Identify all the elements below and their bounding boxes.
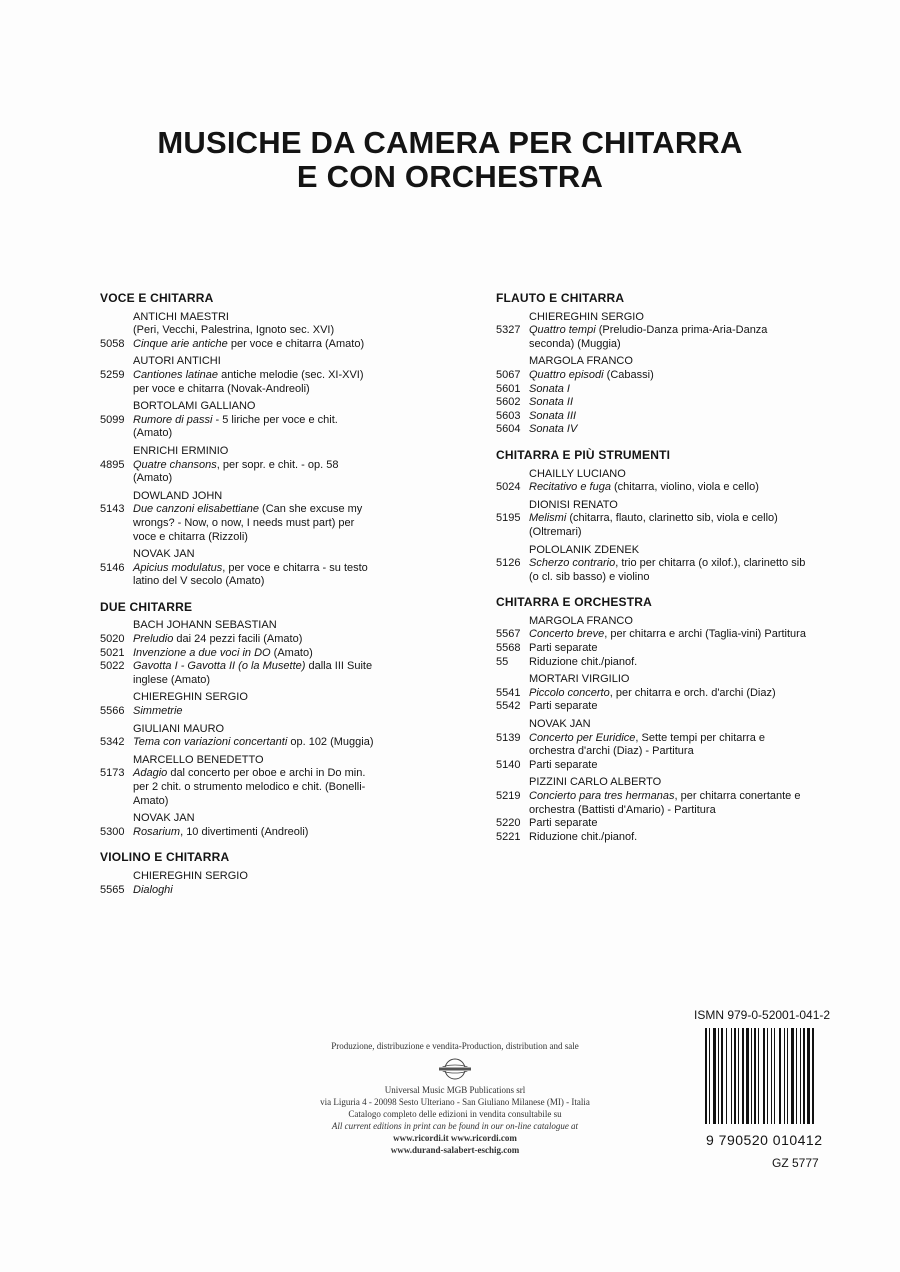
- catalog-code: GZ 5777: [772, 1156, 819, 1170]
- work-details: (Amato): [270, 646, 313, 659]
- work-title: Concierto para tres hermanas: [529, 790, 675, 802]
- catalog-entry: [100, 884, 375, 898]
- work-description: [529, 790, 806, 817]
- work-details: Parti separate: [529, 758, 598, 771]
- work-details: (Can she excuse my wrongs? - Now, o now, I needs must part) per voce e chitarra (Rizzoli): [133, 503, 363, 543]
- catalog-number: 5604: [496, 423, 521, 436]
- catalog-number: 55: [496, 655, 509, 668]
- work-title: Apicius modulatus: [133, 561, 223, 574]
- catalog-number: 5567: [496, 628, 521, 641]
- work-title: Concerto breve: [529, 628, 605, 641]
- work-title: Cinque arie antiche: [133, 337, 228, 350]
- catalog-entry: [496, 628, 806, 642]
- work-description: [529, 512, 806, 539]
- catalog-number: 5067: [496, 368, 521, 381]
- work-title: Quattro episodi: [529, 368, 604, 381]
- catalog-section: [100, 851, 375, 897]
- composer-name: CHIEREGHIN SERGIO: [133, 691, 248, 704]
- work-details: (chitarra, flauto, clarinetto sib, viola e cello) (Oltremari): [529, 512, 778, 538]
- section-heading: DUE CHITARRE: [100, 599, 193, 614]
- work-details: Riduzione chit./pianof.: [529, 830, 638, 843]
- work-title: Rosarium: [133, 825, 181, 838]
- page-title: [0, 126, 900, 194]
- work-description: [133, 826, 375, 840]
- work-details: antiche melodie (sec. XI-XVI) per voce e chitarra (Novak-Andreoli): [133, 368, 364, 395]
- catalog-entry: [496, 817, 806, 831]
- catalog-entry: [100, 736, 375, 750]
- catalog-entry: [496, 396, 806, 410]
- catalog-number: 5221: [496, 830, 521, 843]
- catalog-number: 5601: [496, 382, 521, 395]
- footer-address: via Liguria 4 - 20098 Sesto Ulteriano - San Giuliano Milanese (MI) - Italia: [320, 1097, 590, 1107]
- composer-name: DIONISI RENATO: [529, 498, 618, 511]
- work-details: , per chitarra e archi (Taglia-vini) Partitura: [604, 628, 806, 641]
- catalog-number: 5195: [496, 512, 521, 525]
- work-title: Scherzo contrario: [529, 557, 616, 570]
- catalog-section: [496, 449, 806, 584]
- work-details: , Sette tempi per chitarra e orchestra d'archi (Diaz) - Partitura: [529, 731, 766, 758]
- work-title: Due canzoni elisabettiane: [133, 503, 259, 516]
- catalog-entry: [100, 647, 375, 661]
- work-details: Riduzione chit./pianof.: [529, 655, 638, 668]
- composer-note: (Peri, Vecchi, Palestrina, Ignoto sec. XVI): [133, 324, 335, 337]
- catalog-number: 5139: [496, 731, 521, 744]
- work-description: [529, 383, 806, 397]
- work-title: Tema con variazioni concertanti: [133, 736, 288, 749]
- catalog-number: 5219: [496, 790, 521, 802]
- work-details: (Cabassi): [603, 368, 654, 381]
- work-description: [529, 557, 806, 584]
- catalog-entry: [100, 338, 375, 352]
- catalog-number: 5173: [100, 767, 125, 780]
- composer-name: CHAILLY LUCIANO: [529, 467, 626, 480]
- work-title: Recitativo e fuga: [529, 481, 611, 494]
- work-description: [529, 732, 806, 759]
- catalog-entry: [496, 790, 806, 817]
- catalog-number: 5058: [100, 337, 125, 350]
- catalog-entry: [496, 687, 806, 701]
- right-column: [496, 292, 806, 856]
- composer-name: GIULIANI MAURO: [133, 722, 225, 735]
- work-details: Parti separate: [529, 700, 598, 713]
- catalog-entry: [496, 759, 806, 773]
- composer-name: PIZZINI CARLO ALBERTO: [529, 776, 662, 789]
- catalog-number: 5220: [496, 817, 521, 830]
- left-column: [100, 292, 375, 909]
- catalog-number: 5020: [100, 633, 125, 646]
- work-description: [133, 633, 375, 647]
- composer-name: AUTORI ANTICHI: [133, 355, 221, 368]
- catalog-section: [496, 292, 806, 437]
- barcode-icon: [704, 1028, 838, 1124]
- catalog-number: 5300: [100, 825, 125, 838]
- catalog-entry: [496, 369, 806, 383]
- composer-name: NOVAK JAN: [529, 718, 591, 731]
- work-description: [529, 396, 806, 410]
- work-description: [529, 410, 806, 424]
- work-details: , per sopr. e chit. - op. 58 (Amato): [133, 458, 339, 485]
- work-details: dai 24 pezzi facili (Amato): [173, 633, 303, 646]
- work-details: , trio per chitarra (o xilof.), clarinetto sib (o cl. sib basso) e violino: [529, 557, 806, 583]
- section-heading: VIOLINO E CHITARRA: [100, 850, 230, 865]
- work-description: [529, 324, 806, 351]
- catalog-entry: [100, 705, 375, 719]
- composer-name: NOVAK JAN: [133, 812, 195, 825]
- composer-name: POLOLANIK ZDENEK: [529, 543, 640, 556]
- work-details: , 10 divertimenti (Andreoli): [180, 825, 309, 838]
- catalog-entry: [496, 512, 806, 539]
- catalog-entry: [496, 656, 806, 670]
- footer-catalog-it: Catalogo completo delle edizioni in vendita consultabile su: [348, 1109, 562, 1119]
- footer-web-1: www.ricordi.it www.ricordi.com: [393, 1133, 517, 1143]
- catalog-number: 5140: [496, 758, 521, 771]
- work-details: , per chitarra e orch. d'archi (Diaz): [609, 686, 776, 699]
- work-title: Quatre chansons: [133, 458, 217, 471]
- catalog-entry: [100, 369, 375, 396]
- catalog-number: 5021: [100, 646, 125, 659]
- catalog-number: 5566: [100, 705, 125, 718]
- work-description: [133, 503, 375, 544]
- catalog-entry: [100, 826, 375, 840]
- composer-name: BACH JOHANN SEBASTIAN: [133, 619, 277, 632]
- work-description: [529, 423, 806, 437]
- catalog-number: 5565: [100, 883, 125, 896]
- catalog-entry: [100, 414, 375, 441]
- composer-name: DOWLAND JOHN: [133, 489, 223, 502]
- work-title: Sonata II: [529, 396, 574, 409]
- work-details: dal concerto per oboe e archi in Do min. per 2 chit. o strumento melodico e chit. (Bonelli-Amato): [133, 767, 366, 807]
- catalog-section: [496, 596, 806, 844]
- universal-music-logo-icon: [425, 1056, 485, 1082]
- catalog-number: 5259: [100, 368, 125, 381]
- work-title: Sonata III: [529, 409, 577, 422]
- catalog-entry: [496, 732, 806, 759]
- catalog-entry: [100, 660, 375, 687]
- section-heading: FLAUTO E CHITARRA: [496, 291, 625, 305]
- catalog-number: 4895: [100, 458, 125, 471]
- composer-name: CHIEREGHIN SERGIO: [529, 310, 644, 323]
- work-title: Dialoghi: [133, 883, 173, 896]
- section-heading: CHITARRA E ORCHESTRA: [496, 595, 652, 610]
- work-description: [133, 459, 375, 486]
- work-details: Parti separate: [529, 817, 598, 830]
- work-details: - 5 liriche per voce e chit. (Amato): [133, 413, 338, 440]
- catalog-entry: [496, 383, 806, 397]
- catalog-section: [100, 292, 375, 589]
- work-title: Sonata IV: [529, 423, 578, 436]
- catalog-entry: [100, 633, 375, 647]
- composer-name: MARGOLA FRANCO: [529, 614, 633, 627]
- footer-publisher: Universal Music MGB Publications srl: [384, 1085, 526, 1095]
- composer-name: ENRICHI ERMINIO: [133, 444, 229, 457]
- work-title: Simmetrie: [133, 705, 183, 718]
- work-description: [529, 481, 806, 495]
- work-title: Cantiones latinae: [133, 368, 219, 381]
- work-description: [133, 705, 375, 719]
- catalog-number: 5603: [496, 409, 521, 422]
- catalog-entry: [100, 562, 375, 589]
- work-description: [529, 642, 806, 656]
- catalog-entry: [100, 503, 375, 544]
- work-details: (chitarra, violino, viola e cello): [610, 481, 759, 494]
- ismn-code: ISMN 979-0-52001-041-2: [694, 1008, 831, 1022]
- work-description: [133, 767, 375, 808]
- title-line-1: MUSICHE DA CAMERA PER CHITARRA: [157, 125, 743, 160]
- catalog-entry: [496, 481, 806, 495]
- composer-name: CHIEREGHIN SERGIO: [133, 869, 248, 882]
- work-description: [133, 736, 375, 750]
- work-description: [133, 647, 375, 661]
- footer-distribution: Produzione, distribuzione e vendita-Production, distribution and sale: [331, 1041, 579, 1051]
- catalog-entry: [496, 557, 806, 584]
- work-description: [529, 831, 806, 845]
- work-title: Piccolo concerto: [529, 686, 610, 699]
- catalog-section: [100, 601, 375, 840]
- section-heading: VOCE E CHITARRA: [100, 291, 214, 305]
- section-heading: CHITARRA E PIÙ STRUMENTI: [496, 447, 671, 462]
- work-title: Preludio: [133, 633, 174, 646]
- work-details: , per voce e chitarra - su testo latino del V secolo (Amato): [133, 561, 368, 588]
- catalog-entry: [496, 423, 806, 437]
- work-description: [529, 687, 806, 701]
- work-title: Concerto per Euridice: [529, 731, 636, 744]
- composer-name: ANTICHI MAESTRI: [133, 310, 229, 323]
- catalog-entry: [496, 831, 806, 845]
- catalog-number: 5541: [496, 686, 521, 699]
- work-details: per voce e chitarra (Amato): [227, 337, 365, 350]
- work-details: dalla III Suite inglese (Amato): [133, 660, 373, 686]
- catalog-number: 5024: [496, 481, 521, 494]
- work-details: , per chitarra conertante e orchestra (Battisti d'Amario) - Partitura: [529, 790, 801, 816]
- work-title: Rumore di passi: [133, 413, 213, 426]
- work-description: [133, 884, 375, 898]
- work-title: Sonata I: [529, 382, 570, 395]
- catalog-entry: [100, 767, 375, 808]
- work-description: [133, 369, 375, 396]
- publisher-footer: [275, 1040, 635, 1156]
- composer-name: MORTARI VIRGILIO: [529, 673, 630, 686]
- work-description: [529, 628, 806, 642]
- work-title: Adagio: [133, 767, 168, 780]
- work-details: Parti separate: [529, 642, 598, 655]
- barcode-number: 9 790520 010412: [706, 1132, 823, 1148]
- catalog-number: 5542: [496, 700, 521, 713]
- work-details: (Preludio-Danza prima-Aria-Danza seconda) (Muggia): [529, 324, 768, 350]
- work-title: Quattro tempi: [529, 324, 596, 337]
- footer-catalog-en: All current editions in print can be found in our on-line catalogue at: [331, 1121, 579, 1131]
- catalog-number: 5568: [496, 642, 521, 655]
- composer-name: MARCELLO BENEDETTO: [133, 753, 264, 766]
- composer-name: BORTOLAMI GALLIANO: [133, 400, 256, 413]
- work-description: [133, 562, 375, 589]
- work-description: [133, 414, 375, 441]
- work-title: Invenzione a due voci in DO: [133, 646, 271, 659]
- title-line-2: E CON ORCHESTRA: [296, 159, 604, 194]
- catalog-number: 5022: [100, 660, 125, 673]
- catalog-number: 5126: [496, 557, 521, 570]
- work-description: [529, 759, 806, 773]
- catalog-number: 5327: [496, 324, 521, 337]
- catalog-entry: [100, 459, 375, 486]
- composer-name: MARGOLA FRANCO: [529, 355, 633, 368]
- work-details: op. 102 (Muggia): [287, 736, 374, 749]
- work-description: [529, 817, 806, 831]
- catalog-entry: [496, 410, 806, 424]
- catalog-number: 5099: [100, 413, 125, 426]
- catalog-entry: [496, 700, 806, 714]
- catalog-entry: [496, 324, 806, 351]
- work-description: [529, 700, 806, 714]
- work-title: Melismi: [529, 512, 567, 525]
- work-description: [133, 338, 375, 352]
- work-description: [133, 660, 375, 687]
- work-description: [529, 369, 806, 383]
- catalog-number: 5602: [496, 396, 521, 409]
- catalog-number: 5146: [100, 561, 125, 574]
- work-description: [529, 656, 806, 670]
- footer-web-2: www.durand-salabert-eschig.com: [390, 1145, 520, 1155]
- catalog-number: 5342: [100, 736, 125, 749]
- work-title: Gavotta I - Gavotta II (o la Musette): [133, 660, 306, 673]
- composer-name: NOVAK JAN: [133, 548, 195, 561]
- catalog-number: 5143: [100, 503, 125, 516]
- catalog-entry: [496, 642, 806, 656]
